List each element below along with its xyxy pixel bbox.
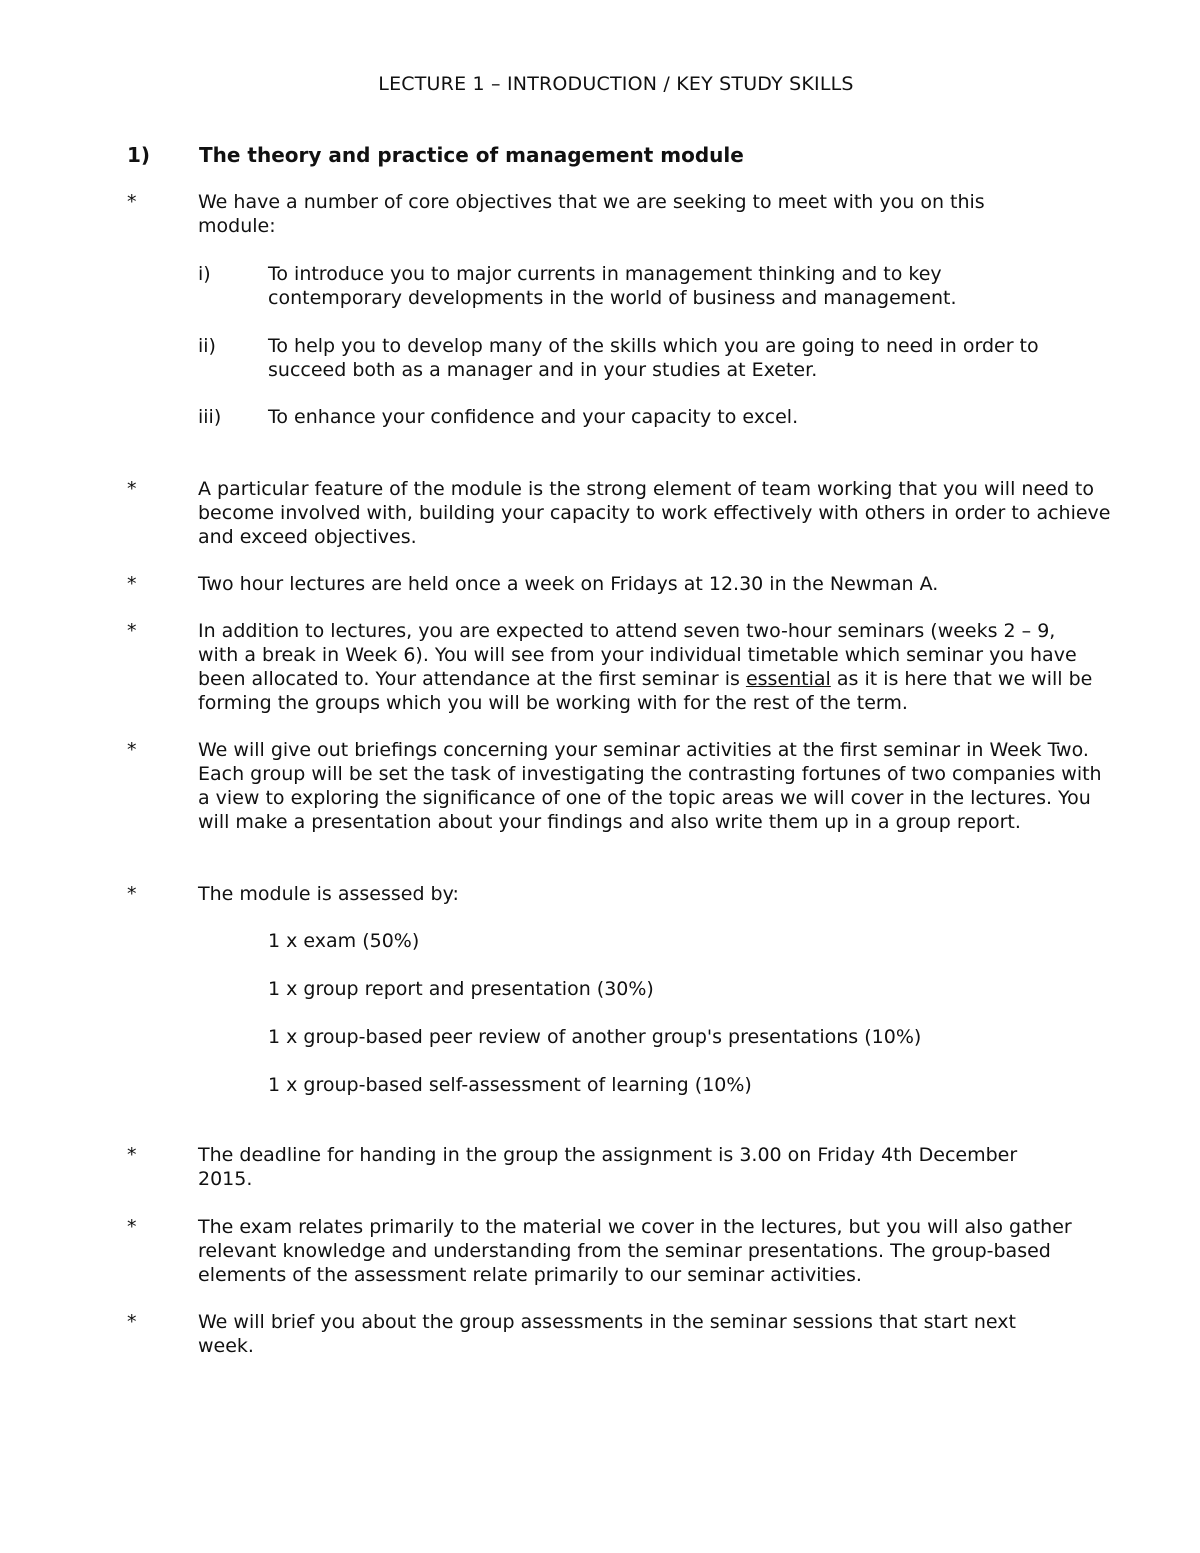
bullet-text: We have a number of core objectives that we are seeking to meet with you on this module: [198, 191, 985, 237]
bullet-text: The exam relates primarily to the material we cover in the lectures, but you will also gather relevant knowledge and understanding from the seminar presentations. The group-based elements of the assessment relate primarily to our seminar activities. [198, 1216, 1072, 1286]
objective-marker: ii) [198, 335, 216, 357]
objective-text: To help you to develop many of the skills which you are going to need in order to succeed both as a manager and in your studies at Exeter. [268, 335, 1039, 381]
bullet-text: We will give out briefings concerning your seminar activities at the first seminar in Week Two. Each group will be set the task of investigating the contrasting fortunes of two companies with a view to exploring the significance of one of the topic areas we will cover in the lectures. You will make a presentation about your findings and also write them up in a group report. [198, 739, 1102, 833]
bullet-text: Two hour lectures are held once a week on Fridays at 12.30 in the Newman A. [198, 573, 939, 595]
assessment-item: 1 x group-based self-assessment of learning (10%) [268, 1074, 752, 1096]
bullet-text: A particular feature of the module is the strong element of team working that you will need to become involved with, building your capacity to work effectively with others in order to achieve and exceed objectives. [198, 478, 1111, 548]
bullet-marker: * [127, 620, 137, 642]
lecture-title: LECTURE 1 – INTRODUCTION / KEY STUDY SKILLS [378, 73, 854, 95]
section-title: The theory and practice of management module [199, 143, 744, 167]
objective-marker: iii) [198, 406, 222, 428]
bullet-marker: * [127, 191, 137, 213]
bullet-marker: * [127, 883, 137, 905]
bullet-marker: * [127, 1311, 137, 1333]
bullet-marker: * [127, 1216, 137, 1238]
assessment-item: 1 x group report and presentation (30%) [268, 978, 654, 1000]
objective-text: To enhance your confidence and your capacity to excel. [268, 406, 799, 428]
seminars-text-before: In addition to lectures, you are expected to attend seven two-hour seminars (weeks 2 – 9, with a break in Week 6). You will see from your individual timetable which seminar you have been allocated to. Your attendance at the first seminar is [198, 620, 1077, 690]
bullet-text: We will brief you about the group assessments in the seminar sessions that start next week. [198, 1311, 1016, 1357]
bullet-marker: * [127, 739, 137, 761]
bullet-marker: * [127, 478, 137, 500]
section-number: 1) [127, 143, 151, 167]
seminars-text-after: as it is here that we will be forming the groups which you will be working with for the rest of the term. [198, 668, 1093, 714]
bullet-marker: * [127, 573, 137, 595]
bullet-text: The deadline for handing in the group the assignment is 3.00 on Friday 4th December 2015. [198, 1144, 1018, 1190]
bullet-text [198, 619, 1098, 715]
assessment-item: 1 x exam (50%) [268, 930, 420, 952]
assessment-item: 1 x group-based peer review of another group's presentations (10%) [268, 1026, 922, 1048]
bullet-marker: * [127, 1144, 137, 1166]
bullet-text: The module is assessed by: [198, 883, 459, 905]
objective-text: To introduce you to major currents in management thinking and to key contemporary developments in the world of business and management. [268, 263, 957, 309]
objective-marker: i) [198, 263, 211, 285]
seminars-emphasis: essential [745, 668, 831, 690]
